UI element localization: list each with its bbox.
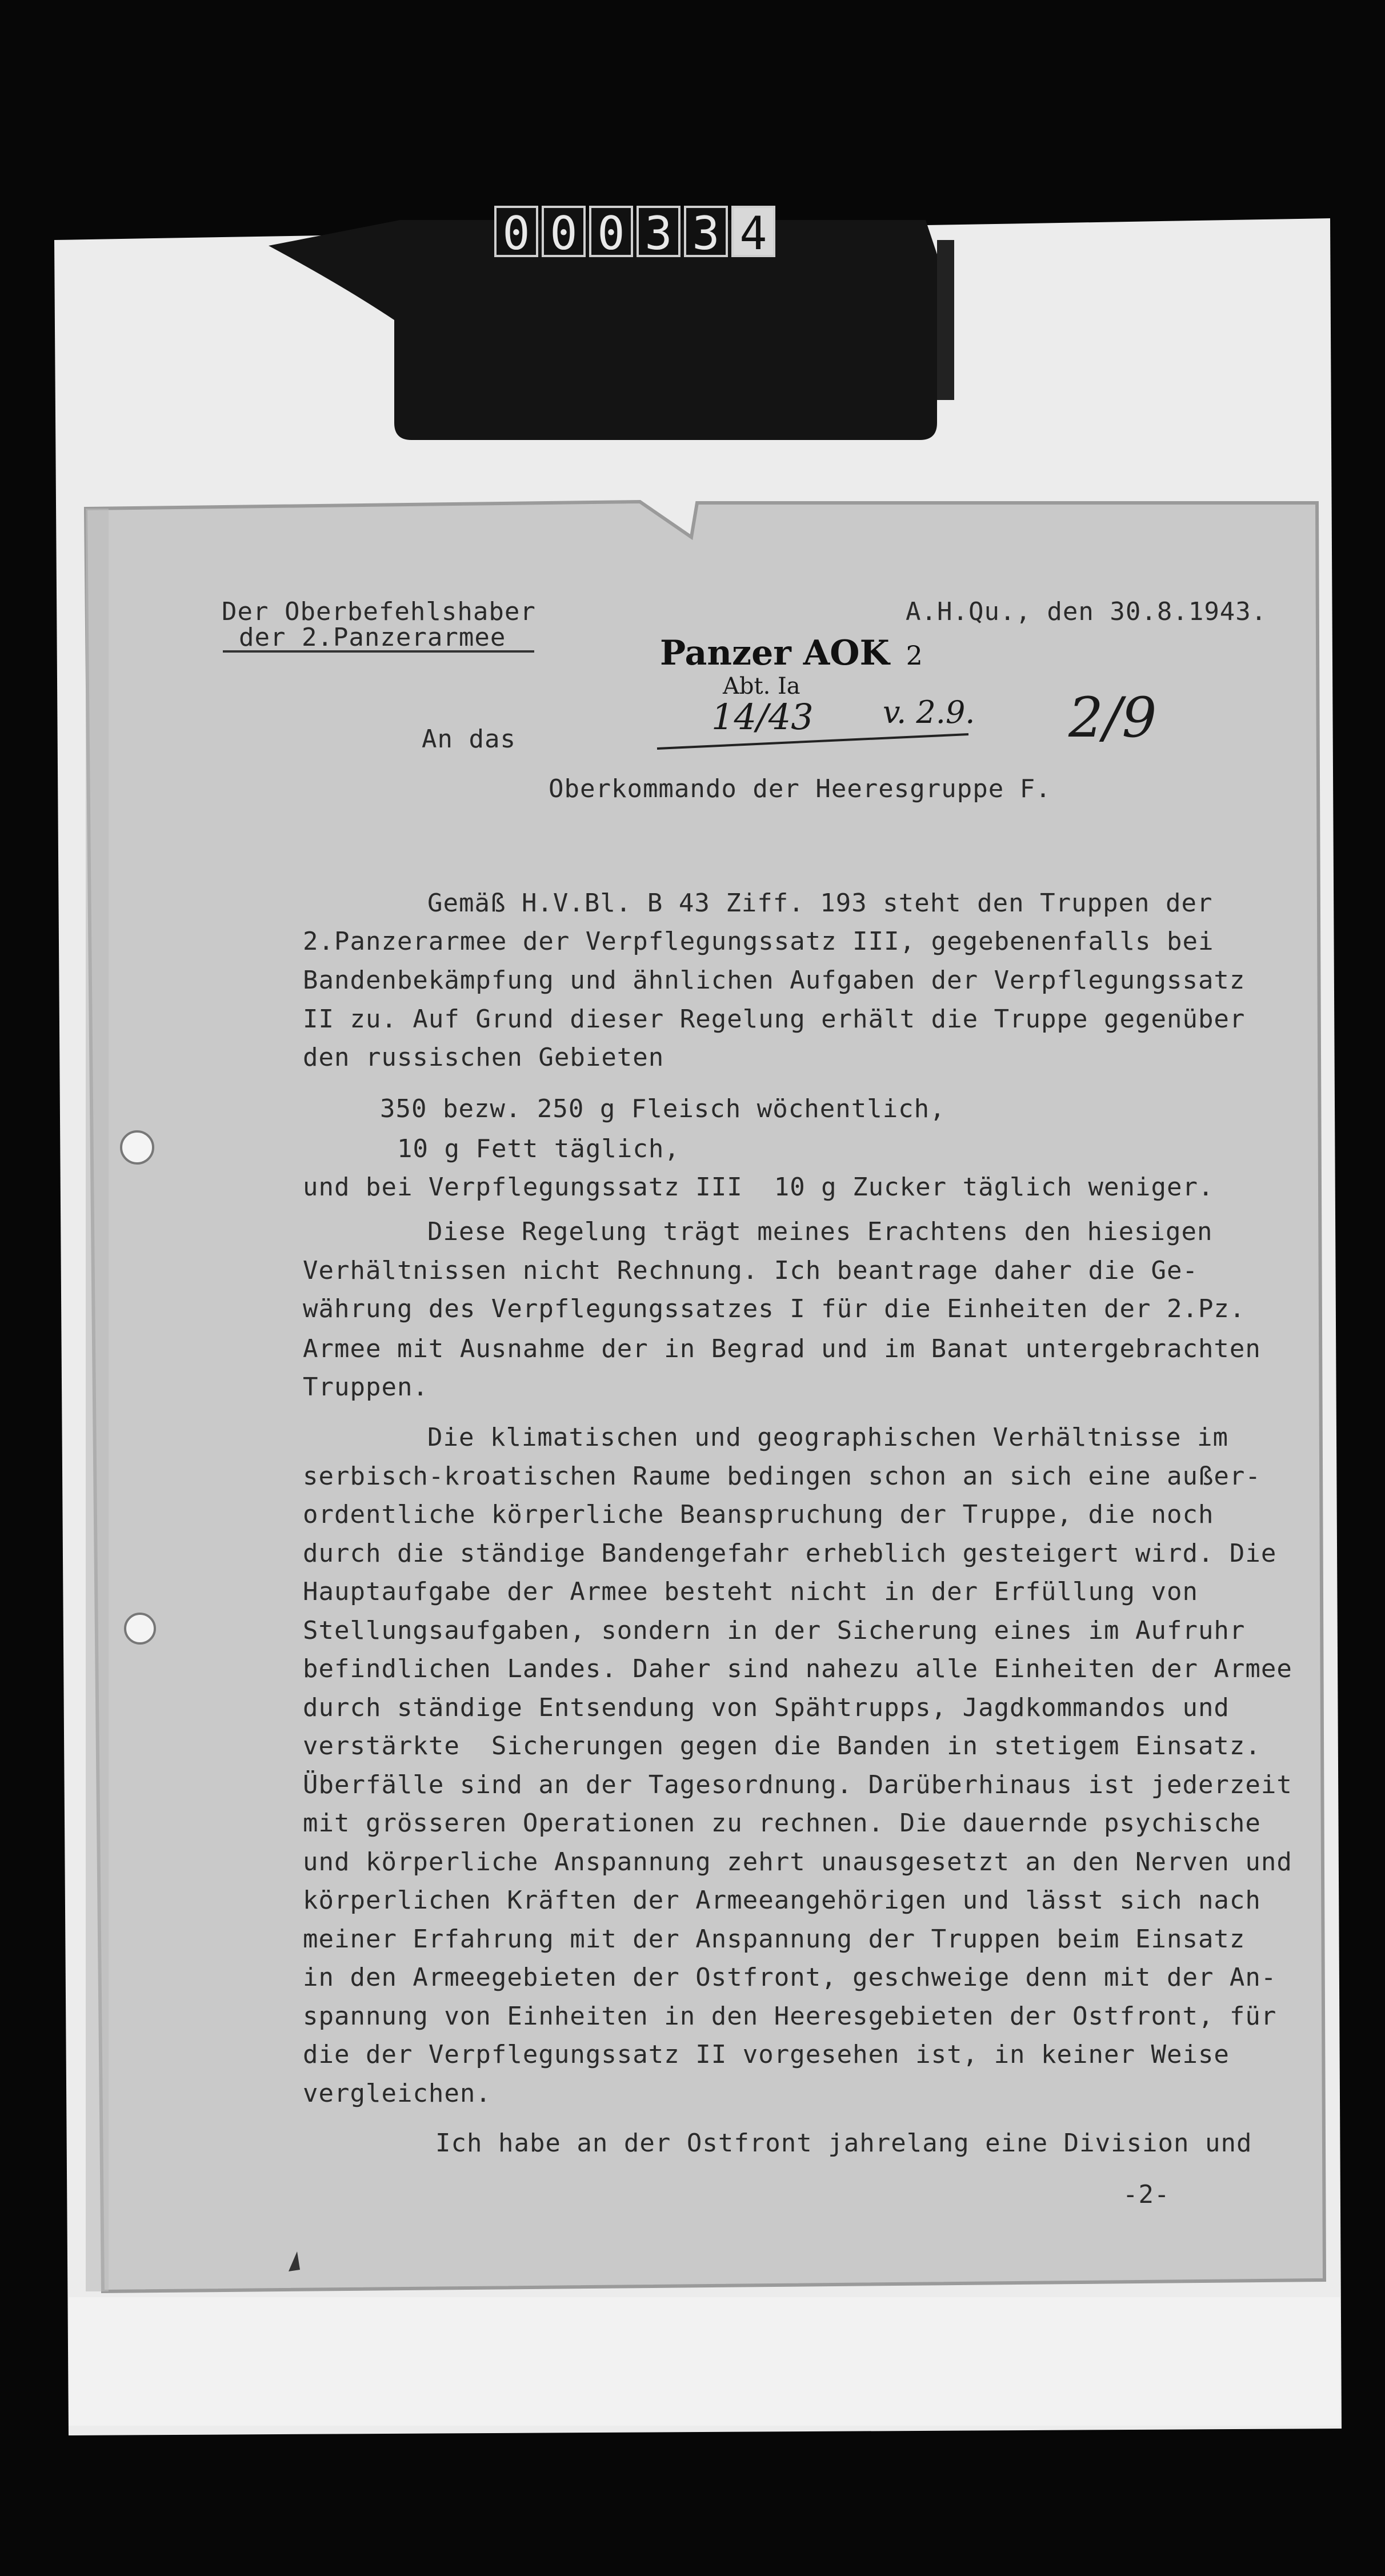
- body-line: Armee mit Ausnahme der in Begrad und im Banat untergebrachten: [303, 1334, 1261, 1363]
- body-line: durch ständige Entsendung von Spähtrupps, Jagdkommandos und: [303, 1693, 1230, 1722]
- body-line: Gemäß H.V.Bl. B 43 Ziff. 193 steht den Truppen der: [427, 889, 1213, 918]
- body-line: 10 g Fett täglich,: [397, 1134, 680, 1163]
- body-line: Diese Regelung trägt meines Erachtens den hiesigen: [427, 1217, 1213, 1246]
- counter-digit: 3: [637, 206, 681, 257]
- stamp-line-1: [660, 633, 923, 675]
- counter-digit: 3: [684, 206, 728, 257]
- body-line: vergleichen.: [303, 2079, 491, 2108]
- counter-digit: 0: [542, 206, 586, 257]
- body-line: körperlichen Kräften der Armeeangehörigen und lässt sich nach: [303, 1886, 1261, 1915]
- body-line: durch die ständige Bandengefahr erheblich gesteigert wird. Die: [303, 1539, 1277, 1568]
- body-line: 350 bezw. 250 g Fleisch wöchentlich,: [380, 1094, 946, 1123]
- body-line: 2.Panzerarmee der Verpflegungssatz III, gegebenenfalls bei: [303, 927, 1214, 956]
- page-marker: -2-: [1123, 2180, 1170, 2209]
- counter-digit: 0: [589, 206, 633, 257]
- body-line: und körperliche Anspannung zehrt unausgesetzt an den Nerven und: [303, 1847, 1292, 1877]
- body-line: Verhältnissen nicht Rechnung. Ich beantrage daher die Ge-: [303, 1256, 1198, 1285]
- counter-digit: 0: [494, 206, 538, 257]
- frame-counter: [494, 206, 775, 260]
- body-line: mit grösseren Operationen zu rechnen. Die dauernde psychische: [303, 1809, 1261, 1838]
- body-line: ordentliche körperliche Beanspruchung der Truppe, die noch: [303, 1500, 1214, 1529]
- body-line: Hauptaufgabe der Armee besteht nicht in der Erfüllung von: [303, 1577, 1198, 1606]
- stamp-department: Abt. Ia: [723, 673, 800, 699]
- body-line: die der Verpflegungssatz II vorgesehen ist, in keiner Weise: [303, 2040, 1230, 2069]
- stamp-unit-number: 2: [906, 640, 923, 671]
- body-line: verstärkte Sicherungen gegen die Banden in stetigem Einsatz.: [303, 1731, 1261, 1761]
- letterhead-line-2: der 2.Panzerarmee: [239, 623, 506, 652]
- addressee-line-2: Oberkommando der Heeresgruppe F.: [549, 774, 1051, 803]
- stamp-unit: Panzer AOK: [660, 633, 890, 673]
- body-line: Überfälle sind an der Tagesordnung. Darüberhinaus ist jederzeit: [303, 1770, 1292, 1799]
- letterhead-line-1: Der Oberbefehlshaber: [222, 597, 536, 626]
- stamp-date: v. 2.9.: [883, 694, 975, 730]
- stamp-reference: 14/43: [711, 696, 814, 738]
- body-line: Ich habe an der Ostfront jahrelang eine Division und: [435, 2129, 1252, 2158]
- body-line: meiner Erfahrung mit der Anspannung der Truppen beim Einsatz: [303, 1925, 1246, 1954]
- body-line: serbisch-kroatischen Raume bedingen schon an sich eine außer-: [303, 1462, 1261, 1491]
- counter-digit: 4: [731, 206, 775, 257]
- margin-note: 2/9: [1068, 686, 1157, 750]
- body-line: währung des Verpflegungssatzes I für die Einheiten der 2.Pz.: [303, 1294, 1246, 1323]
- body-line: spannung von Einheiten in den Heeresgebieten der Ostfront, für: [303, 2002, 1277, 2031]
- addressee-line-1: An das: [422, 725, 516, 754]
- body-line: den russischen Gebieten: [303, 1043, 665, 1072]
- body-line: in den Armeegebieten der Ostfront, geschweige denn mit der An-: [303, 1963, 1277, 1992]
- body-line: und bei Verpflegungssatz III 10 g Zucker täglich weniger.: [303, 1173, 1214, 1202]
- body-line: Die klimatischen und geographischen Verhältnisse im: [427, 1423, 1229, 1452]
- body-line: befindlichen Landes. Daher sind nahezu alle Einheiten der Armee: [303, 1654, 1292, 1683]
- body-line: Bandenbekämpfung und ähnlichen Aufgaben der Verpflegungssatz: [303, 966, 1246, 995]
- body-line: Truppen.: [303, 1373, 429, 1402]
- place-date: A.H.Qu., den 30.8.1943.: [906, 597, 1267, 626]
- body-line: Stellungsaufgaben, sondern in der Sicherung eines im Aufruhr: [303, 1616, 1246, 1645]
- body-line: II zu. Auf Grund dieser Regelung erhält die Truppe gegenüber: [303, 1005, 1246, 1034]
